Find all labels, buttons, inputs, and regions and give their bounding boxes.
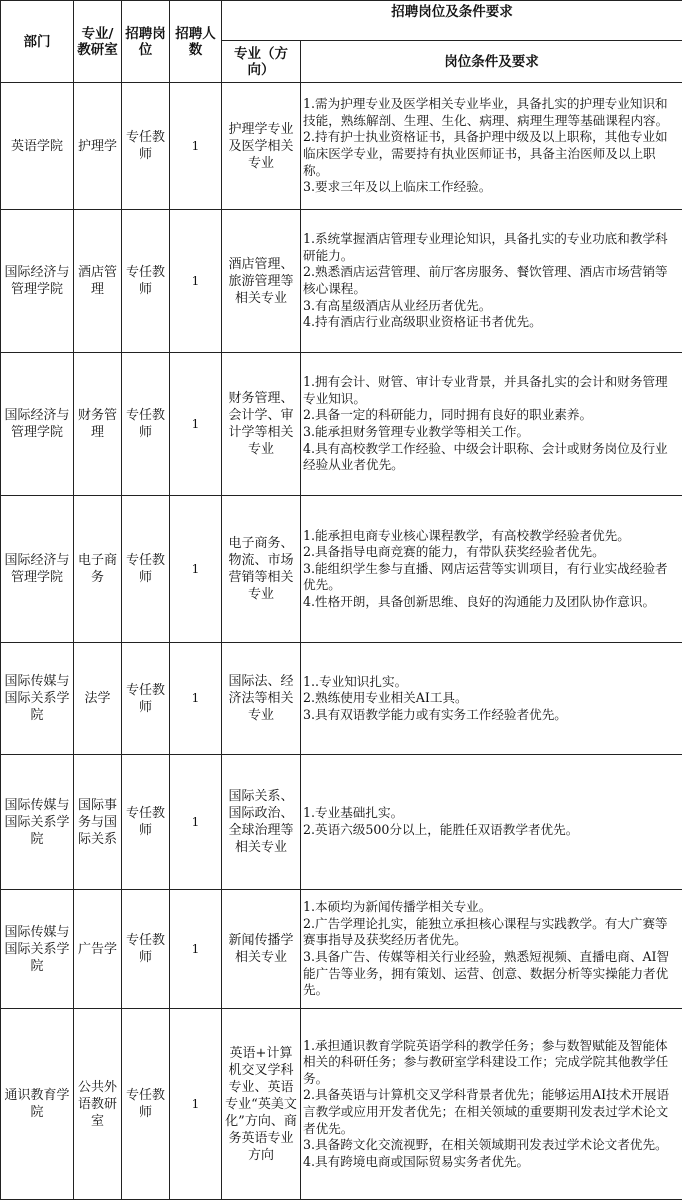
header-requirements: 招聘岗位及条件要求 <box>222 1 682 41</box>
requirement-item: 2.广告学理论扎实，能独立承担核心课程与实践教学。有大广赛等赛事指导及获奖经历者优先。 <box>303 916 680 949</box>
direction-cell: 财务管理、会计学、审计学等相关专业 <box>222 353 301 496</box>
major-cell: 国际事务与国际关系 <box>74 755 122 890</box>
table-row <box>1 83 682 210</box>
major-cell: 法学 <box>74 643 122 755</box>
requirement-item: 2.熟悉酒店运营管理、前厅客房服务、餐饮管理、酒店市场营销等核心课程。 <box>303 264 680 297</box>
direction-cell: 英语+计算机交叉学科专业、英语专业“英美文化”方向、商务英语专业方向 <box>222 1009 301 1200</box>
header-row <box>1 1 682 41</box>
requirement-item: 3.具有双语教学能力或有实务工作经验者优先。 <box>303 707 680 724</box>
requirement-item: 2.英语六级500分以上，能胜任双语教学者优先。 <box>303 822 680 839</box>
requirements-cell <box>301 353 682 496</box>
requirement-item: 2.熟练使用专业相关AI工具。 <box>303 690 680 707</box>
count-cell: 1 <box>170 83 222 210</box>
header-conditions: 岗位条件及要求 <box>301 41 682 83</box>
requirement-item: 3.具备跨文化交流视野，在相关领域期刊发表过学术论文者优先。 <box>303 1137 680 1154</box>
dept-cell: 国际经济与管理学院 <box>1 353 74 496</box>
table-row <box>1 890 682 1009</box>
requirement-item: 2.具备指导电商竞赛的能力，有带队获奖经验者优先。 <box>303 544 680 561</box>
requirement-item: 4.具有跨境电商或国际贸易实务者优先。 <box>303 1154 680 1171</box>
requirement-item: 2.持有护士执业资格证书，具备护理中级及以上职称，其他专业如临床医学专业，需要持有执业医师证书，具备主治医师及以上职称。 <box>303 129 680 179</box>
table-row <box>1 496 682 643</box>
position-cell: 专任教师 <box>122 890 170 1009</box>
requirements-cell <box>301 496 682 643</box>
requirement-item: 1.系统掌握酒店管理专业理论知识，具备扎实的专业功底和教学科研能力。 <box>303 231 680 264</box>
major-cell: 酒店管理 <box>74 210 122 353</box>
requirement-item: 1.专业基础扎实。 <box>303 805 680 822</box>
header-position: 招聘岗位 <box>122 1 170 83</box>
requirement-item: 4.具有高校教学工作经验、中级会计职称、会计或财务岗位及行业经验从业者优先。 <box>303 441 680 474</box>
direction-cell: 护理学专业及医学相关专业 <box>222 83 301 210</box>
major-cell: 公共外语教研室 <box>74 1009 122 1200</box>
table-row <box>1 643 682 755</box>
requirement-item: 2.具备英语与计算机交叉学科背景者优先；能够运用AI技术开展语言教学或应用开发者优先；在相关领域的重要期刊发表过学术论文者优先。 <box>303 1087 680 1137</box>
dept-cell: 国际经济与管理学院 <box>1 496 74 643</box>
count-cell: 1 <box>170 353 222 496</box>
direction-cell: 电子商务、物流、市场营销等相关专业 <box>222 496 301 643</box>
position-cell: 专任教师 <box>122 496 170 643</box>
major-cell: 财务管理 <box>74 353 122 496</box>
position-cell: 专任教师 <box>122 643 170 755</box>
count-cell: 1 <box>170 1009 222 1200</box>
table-row <box>1 353 682 496</box>
requirement-item: 3.能组织学生参与直播、网店运营等实训项目，有行业实战经验者优先。 <box>303 561 680 594</box>
requirements-cell <box>301 755 682 890</box>
dept-cell: 国际传媒与国际关系学院 <box>1 755 74 890</box>
direction-cell: 国际关系、国际政治、全球治理等相关专业 <box>222 755 301 890</box>
requirement-item: 3.有高星级酒店从业经历者优先。 <box>303 298 680 315</box>
table-row <box>1 210 682 353</box>
requirement-item: 1.本硕均为新闻传播学相关专业。 <box>303 899 680 916</box>
major-cell: 电子商务 <box>74 496 122 643</box>
dept-cell: 英语学院 <box>1 83 74 210</box>
requirement-item: 3.具备广告、传媒等相关行业经验，熟悉短视频、直播电商、AI智能广告等业务，拥有策划、运营、创意、数据分析等实操能力者优先。 <box>303 949 680 999</box>
table-row <box>1 1009 682 1200</box>
count-cell: 1 <box>170 890 222 1009</box>
position-cell: 专任教师 <box>122 83 170 210</box>
requirements-cell <box>301 210 682 353</box>
dept-cell: 国际传媒与国际关系学院 <box>1 643 74 755</box>
requirement-item: 2.具备一定的科研能力，同时拥有良好的职业素养。 <box>303 407 680 424</box>
requirement-item: 4.持有酒店行业高级职业资格证书者优先。 <box>303 314 680 331</box>
header-count: 招聘人数 <box>170 1 222 83</box>
position-cell: 专任教师 <box>122 210 170 353</box>
count-cell: 1 <box>170 496 222 643</box>
direction-cell: 酒店管理、旅游管理等相关专业 <box>222 210 301 353</box>
requirement-item: 4.性格开朗，具备创新思维、良好的沟通能力及团队协作意识。 <box>303 594 680 611</box>
requirement-item: 1..专业知识扎实。 <box>303 674 680 691</box>
count-cell: 1 <box>170 755 222 890</box>
requirements-cell <box>301 1009 682 1200</box>
count-cell: 1 <box>170 643 222 755</box>
header-major: 专业/教研室 <box>74 1 122 83</box>
requirement-item: 3.要求三年及以上临床工作经验。 <box>303 179 680 196</box>
dept-cell: 国际传媒与国际关系学院 <box>1 890 74 1009</box>
position-cell: 专任教师 <box>122 353 170 496</box>
header-direction: 专业（方向） <box>222 41 301 83</box>
dept-cell: 通识教育学院 <box>1 1009 74 1200</box>
requirement-item: 1.承担通识教育学院英语学科的教学任务；参与数智赋能及智能体相关的科研任务；参与教研室学科建设工作；完成学院其他教学任务。 <box>303 1038 680 1088</box>
position-cell: 专任教师 <box>122 1009 170 1200</box>
position-cell: 专任教师 <box>122 755 170 890</box>
major-cell: 护理学 <box>74 83 122 210</box>
dept-cell: 国际经济与管理学院 <box>1 210 74 353</box>
requirement-item: 1.能承担电商专业核心课程教学，有高校教学经验者优先。 <box>303 528 680 545</box>
direction-cell: 国际法、经济法等相关专业 <box>222 643 301 755</box>
requirement-item: 3.能承担财务管理专业教学等相关工作。 <box>303 424 680 441</box>
requirements-cell <box>301 83 682 210</box>
requirement-item: 1.需为护理专业及医学相关专业毕业，具备扎实的护理专业知识和技能，熟练解剖、生理、生化、病理、病理生理等基础课程内容。 <box>303 96 680 129</box>
major-cell: 广告学 <box>74 890 122 1009</box>
direction-cell: 新闻传播学相关专业 <box>222 890 301 1009</box>
requirements-cell <box>301 643 682 755</box>
header-dept: 部门 <box>1 1 74 83</box>
requirements-cell <box>301 890 682 1009</box>
count-cell: 1 <box>170 210 222 353</box>
requirement-item: 1.拥有会计、财管、审计专业背景，并具备扎实的会计和财务管理专业知识。 <box>303 374 680 407</box>
table-row <box>1 755 682 890</box>
